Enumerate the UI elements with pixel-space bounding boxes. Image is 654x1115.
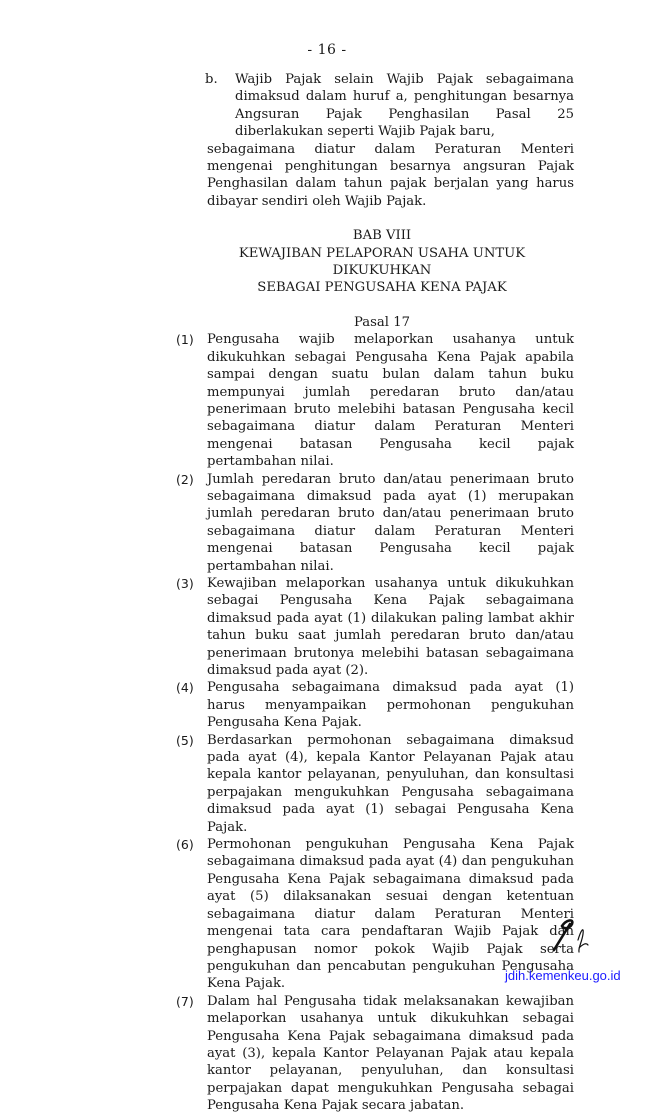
ayat-label: (7) bbox=[176, 993, 194, 1009]
ayat-label: (3) bbox=[176, 575, 194, 591]
page-number-text: - 16 - bbox=[307, 42, 347, 58]
ayat-label: (5) bbox=[176, 732, 194, 748]
ayat-5 bbox=[176, 732, 574, 836]
ayat-label: (1) bbox=[176, 332, 194, 348]
ayat-3 bbox=[176, 575, 574, 679]
chapter-heading bbox=[176, 227, 574, 297]
sub-item-label: b. bbox=[205, 72, 218, 87]
ayat-label: (4) bbox=[176, 680, 194, 696]
sub-item-b bbox=[176, 71, 574, 141]
chapter-number: BAB VIII bbox=[352, 228, 412, 244]
ayat-7 bbox=[176, 993, 574, 1115]
ayat-text: Dalam hal Pengusaha tidak melaksanakan kewajiban melaporkan usahanya untuk dikukuhkan sebagai Pengusaha Kena Pajak sebagaimana dimaksud pada ayat (3), kepala Kantor Pelayanan Pajak atau kepala kantor pelayanan, penyuluhan, dan konsultasi perpajakan dapat mengukuhkan Pengusaha sebagai Pengusaha Kena Pajak secara jabatan. bbox=[207, 993, 574, 1114]
sub-item-text: Wajib Pajak selain Wajib Pajak sebagaimana dimaksud dalam huruf a, penghitungan besarnya Angsuran Pajak Penghasilan Pasal 25 diberlakukan seperti Wajib Pajak baru, bbox=[235, 72, 574, 140]
ayat-text: Pengusaha sebagaimana dimaksud pada ayat (1) harus menyampaikan permohonan pengukuhan Pengusaha Kena Pajak. bbox=[207, 680, 574, 731]
ayat-text: Berdasarkan permohonan sebagaimana dimaksud pada ayat (4), kepala Kantor Pelayanan Pajak atau kepala kantor pelayanan, penyuluhan, dan konsultasi perpajakan mengukuhkan Pengusaha sebagaimana dimaksud pada ayat (1) sebagai Pengusaha Kena Pajak. bbox=[207, 732, 574, 835]
ayat-label: (6) bbox=[176, 837, 194, 853]
document-body bbox=[176, 71, 574, 1115]
ayat-text: Permohonan pengukuhan Pengusaha Kena Pajak sebagaimana dimaksud pada ayat (4) dan pengukuhan Pengusaha Kena Pajak sebagaimana dimaksud pada ayat (5) dilaksanakan sesuai dengan ketentuan sebagaimana diatur dalam Peraturan Menteri mengenai tata cara pendaftaran Wajib Pajak dan penghapusan nomor pokok Wajib Pajak serta pengukuhan dan pencabutan pengukuhan Pengusaha Kena Pajak. bbox=[207, 837, 574, 992]
ayat-4 bbox=[176, 679, 574, 731]
continuation-paragraph: sebagaimana diatur dalam Peraturan Menteri mengenai penghitungan besarnya angsuran Pajak Penghasilan dalam tahun pajak berjalan yang harus dibayar sendiri oleh Wajib Pajak. bbox=[207, 141, 574, 209]
ayat-text: Pengusaha wajib melaporkan usahanya untuk dikukuhkan sebagai Pengusaha Kena Pajak apabila sampai dengan suatu bulan dalam tahun buku mempunyai jumlah peredaran bruto dan/atau penerimaan bruto melebihi batasan Pengusaha kecil sebagaimana diatur dalam Peraturan Menteri mengenai batasan Pengusaha kecil pajak pertambahan nilai. bbox=[207, 332, 574, 470]
chapter-title-line-1: KEWAJIBAN PELAPORAN USAHA UNTUK DIKUKUHKAN bbox=[238, 245, 526, 279]
source-website-link[interactable]: jdih.kemenkeu.go.id bbox=[505, 968, 621, 983]
ayat-text: Jumlah peredaran bruto dan/atau penerimaan bruto sebagaimana dimaksud pada ayat (1) merupakan jumlah peredaran bruto dan/atau penerimaan bruto sebagaimana diatur dalam Peraturan Menteri mengenai batasan Pengusaha kecil pajak pertambahan nilai. bbox=[207, 471, 574, 574]
chapter-title-line-2: SEBAGAI PENGUSAHA KENA PAJAK bbox=[257, 280, 507, 296]
signature-initials-icon bbox=[548, 912, 598, 957]
page-number bbox=[0, 42, 654, 58]
ayat-text: Kewajiban melaporkan usahanya untuk dikukuhkan sebagai Pengusaha Kena Pajak sebagaimana dimaksud pada ayat (1) dilakukan paling lambat akhir tahun buku saat jumlah peredaran bruto dan/atau penerimaan brutonya melebihi batasan sebagaimana dimaksud pada ayat (2). bbox=[207, 575, 574, 678]
ayat-2 bbox=[176, 471, 574, 575]
ayat-1 bbox=[176, 331, 574, 470]
article-title: Pasal 17 bbox=[354, 314, 410, 330]
ayat-label: (2) bbox=[176, 471, 194, 487]
